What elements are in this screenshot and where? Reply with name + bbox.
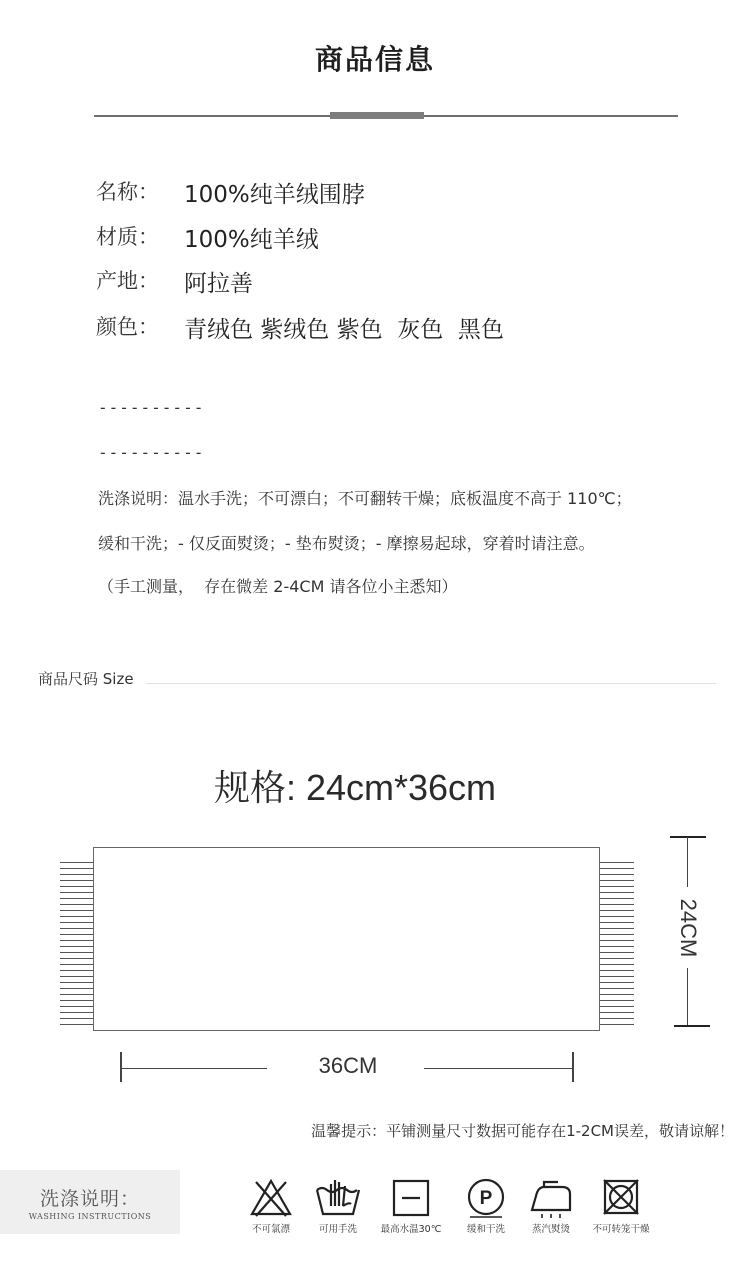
color-label: 颜色：	[96, 315, 159, 339]
width-dimension-label: 36CM	[318, 1053, 378, 1078]
care-instructions: 洗涤说明：温水手洗；不可漂白；不可翻转干燥；底板温度不高于 110℃；	[98, 489, 632, 508]
width-dimension-tick-right	[572, 1052, 574, 1082]
fringe-line	[60, 898, 94, 899]
fringe-line	[600, 994, 634, 995]
fringe-line	[60, 1006, 94, 1007]
no-bleach-icon	[246, 1176, 296, 1220]
size-spec: 规格: 24cm*36cm	[213, 767, 497, 808]
fringe-line	[60, 874, 94, 875]
material-value: 100%纯羊绒	[184, 227, 319, 253]
fringe-line	[60, 880, 94, 881]
page-title: 商品信息	[314, 43, 435, 76]
fringe-line	[600, 1024, 634, 1025]
fringe-line	[600, 952, 634, 953]
fringe-line	[600, 880, 634, 881]
fringe-line	[600, 934, 634, 935]
fringe-line	[600, 946, 634, 947]
scarf-outline	[93, 847, 600, 1031]
fringe-line	[60, 976, 94, 977]
fringe-line	[600, 976, 634, 977]
fringe-line	[60, 886, 94, 887]
fringe-line	[60, 988, 94, 989]
fringe-line	[600, 982, 634, 983]
fringe-line	[600, 868, 634, 869]
fringe-line	[60, 868, 94, 869]
steam-iron-icon	[526, 1176, 576, 1220]
fringe-line	[60, 1000, 94, 1001]
name-value: 100%纯羊绒围脖	[184, 182, 365, 208]
fringe-line	[60, 982, 94, 983]
washing-title: 洗涤说明：	[39, 1188, 140, 1210]
no-tumble-dry-icon	[596, 1176, 646, 1220]
care-instructions: 缓和干洗；- 仅反面熨烫；- 垫布熨烫；- 摩擦易起球，穿着时请注意。	[98, 534, 595, 553]
fringe-line	[60, 928, 94, 929]
name-label: 名称：	[96, 180, 159, 204]
fringe-line	[60, 892, 94, 893]
size-heading: 商品尺码 Size	[38, 670, 134, 688]
fringe-line	[600, 916, 634, 917]
fringe-line	[600, 1006, 634, 1007]
fringe-line	[60, 1024, 94, 1025]
hand-wash-icon	[313, 1176, 363, 1220]
measurement-note: （手工测量， 存在微差 2-4CM 请各位小主悉知）	[98, 577, 458, 596]
fringe-line	[600, 940, 634, 941]
fringe-line	[600, 1012, 634, 1013]
width-dimension-line-left	[121, 1068, 267, 1069]
height-dimension-label: 24CM	[676, 898, 701, 958]
max-temp-icon	[386, 1176, 436, 1220]
fringe-line	[600, 922, 634, 923]
fringe-line	[600, 910, 634, 911]
fringe-line	[600, 928, 634, 929]
material-label: 材质：	[96, 225, 159, 249]
care-icon-label: 不可转笼干燥	[592, 1224, 650, 1235]
fringe-line	[600, 1000, 634, 1001]
fringe-line	[60, 970, 94, 971]
height-dimension-tick-bottom	[674, 1025, 710, 1027]
fringe-line	[600, 904, 634, 905]
washing-subtitle: WASHING INSTRUCTIONS	[28, 1212, 152, 1221]
fringe-line	[60, 934, 94, 935]
fringe-line	[600, 886, 634, 887]
care-icon-label: 蒸汽熨烫	[531, 1224, 570, 1235]
fringe-line	[60, 964, 94, 965]
origin-value: 阿拉善	[184, 271, 253, 297]
fringe-line	[600, 958, 634, 959]
fringe-line	[60, 1018, 94, 1019]
fringe-line	[600, 970, 634, 971]
fringe-line	[60, 952, 94, 953]
fringe-line	[60, 994, 94, 995]
width-dimension-line-right	[424, 1068, 574, 1069]
origin-label: 产地：	[96, 269, 159, 293]
width-dimension-tick-left	[120, 1052, 122, 1082]
fringe-line	[60, 940, 94, 941]
fringe-line	[60, 946, 94, 947]
fringe-line	[60, 922, 94, 923]
care-icon-label: 缓和干洗	[466, 1224, 505, 1235]
fringe-line	[60, 910, 94, 911]
fringe-line	[600, 1018, 634, 1019]
fringe-line	[600, 964, 634, 965]
fringe-line	[60, 862, 94, 863]
height-dimension-tick-top	[670, 836, 706, 838]
fringe-line	[600, 898, 634, 899]
fringe-line	[600, 988, 634, 989]
fringe-line	[60, 1012, 94, 1013]
color-value: 青绒色 紫绒色 紫色 灰色 黑色	[184, 317, 504, 343]
fringe-line	[60, 958, 94, 959]
separator-line: ----------	[98, 398, 205, 417]
fringe-line	[60, 904, 94, 905]
size-divider	[146, 683, 716, 684]
separator-line: ----------	[98, 443, 205, 462]
svg-text:P: P	[479, 1188, 493, 1209]
title-divider-accent	[330, 112, 424, 119]
fringe-line	[600, 892, 634, 893]
care-icon-label: 可用手洗	[318, 1224, 357, 1235]
care-icon-label: 不可氯漂	[251, 1224, 290, 1235]
gentle-dry-clean-icon	[461, 1176, 511, 1220]
measurement-tip: 温馨提示：平铺测量尺寸数据可能存在1-2CM误差，敬请谅解！	[311, 1122, 734, 1140]
fringe-line	[60, 916, 94, 917]
height-dimension-line-top	[687, 837, 688, 887]
fringe-line	[600, 862, 634, 863]
care-icon-label: 最高水温30℃	[380, 1224, 442, 1235]
height-dimension-line-bottom	[687, 968, 688, 1026]
fringe-line	[600, 874, 634, 875]
